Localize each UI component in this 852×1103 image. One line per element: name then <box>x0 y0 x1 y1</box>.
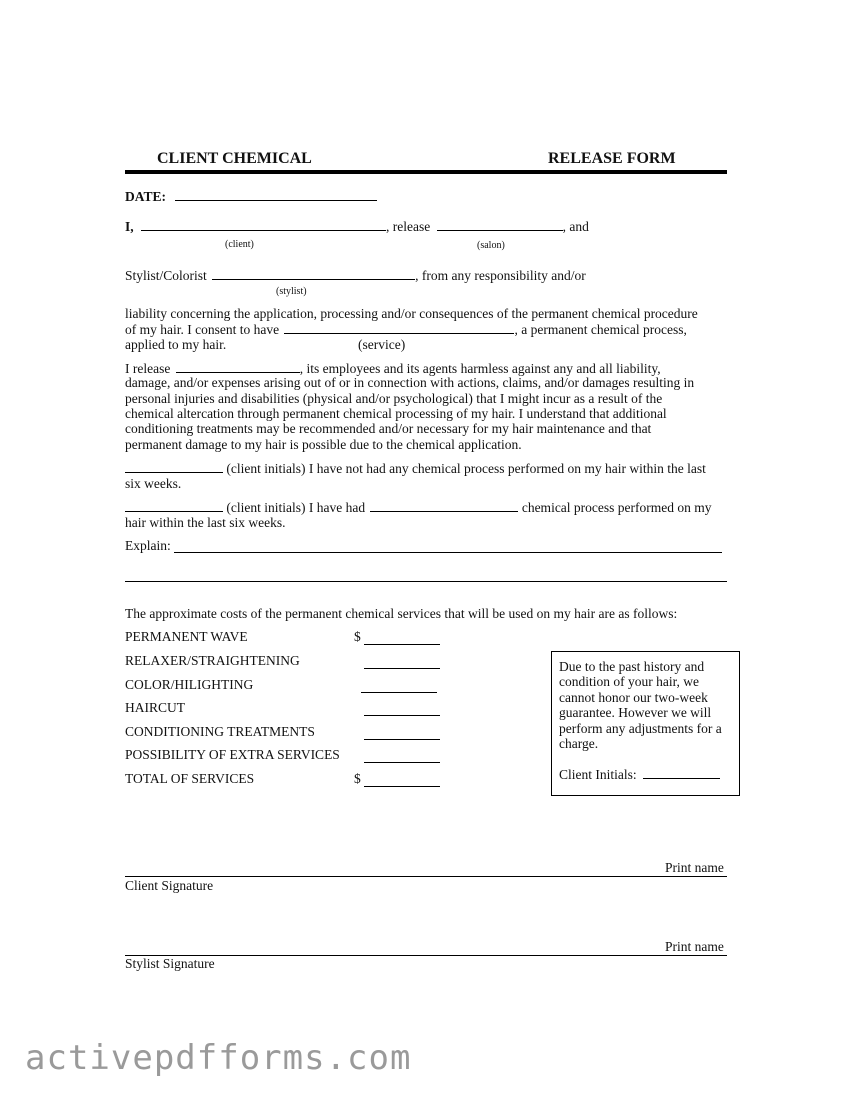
release-text: , release <box>386 219 431 234</box>
cost-label: POSSIBILITY OF EXTRA SERVICES <box>125 747 340 762</box>
box-initials-label: Client Initials: <box>559 767 637 782</box>
cost-row-relaxer <box>125 653 300 669</box>
client-signature-line[interactable] <box>125 876 727 877</box>
initials2-text: (client initials) I have had <box>226 500 366 515</box>
cost-label: TOTAL OF SERVICES <box>125 771 255 786</box>
stylist-row <box>125 267 586 284</box>
salon-caption: (salon) <box>477 240 505 251</box>
explain-label: Explain: <box>125 538 171 553</box>
date-label: DATE: <box>125 189 167 204</box>
para2-line3: personal injuries and disabilities (physical and/or psychological) that I might incur as a result of the <box>125 391 663 406</box>
cost-row-haircut <box>125 700 185 716</box>
para2-line6: permanent damage to my hair is possible due to the chemical application. <box>125 437 522 452</box>
cost-field-relaxer[interactable] <box>364 668 440 669</box>
client-signature-label: Client Signature <box>125 878 214 893</box>
cost-row-permanent-wave <box>125 629 248 645</box>
box-initials-field[interactable] <box>643 766 720 779</box>
title-rule <box>125 170 727 174</box>
stylist-name-field[interactable] <box>212 267 415 280</box>
salon-name-field[interactable] <box>437 218 563 231</box>
cost-label: COLOR/HILIGHTING <box>125 677 254 692</box>
cost-label: CONDITIONING TREATMENTS <box>125 724 315 739</box>
stylist-print-name-label: Print name <box>665 939 724 954</box>
initials1-line2: six weeks. <box>125 476 182 491</box>
costs-intro: The approximate costs of the permanent chemical services that will be used on my hair are as follows: <box>125 606 678 621</box>
cost-row-conditioning <box>125 724 315 740</box>
service-field[interactable] <box>284 321 514 334</box>
stylist-label: Stylist/Colorist <box>125 268 207 283</box>
watermark-text: activepdfforms.com <box>25 1038 412 1078</box>
initials2-line2: hair within the last six weeks. <box>125 515 286 530</box>
cost-row-total <box>125 771 254 787</box>
service-caption: (service) <box>358 337 406 352</box>
cost-currency: $ <box>354 629 361 644</box>
release-row <box>125 218 589 235</box>
initials2-line1 <box>125 499 712 516</box>
cost-field-extra[interactable] <box>364 762 440 763</box>
chemical-process-field[interactable] <box>370 499 518 512</box>
stylist-signature-label: Stylist Signature <box>125 956 215 971</box>
box-initials-row <box>559 766 720 783</box>
stylist-tail: , from any responsibility and/or <box>415 268 586 283</box>
para2-line4: chemical altercation through permanent chemical processing of my hair. I understand that additional <box>125 406 667 421</box>
cost-field-permanent-wave[interactable] <box>364 644 440 645</box>
and-text: , and <box>562 219 589 234</box>
consent-tail: , a permanent chemical process, <box>514 322 687 337</box>
stylist-caption: (stylist) <box>276 286 307 297</box>
para1-line1: liability concerning the application, processing and/or consequences of the permanent chemical procedure <box>125 306 698 321</box>
para1-line2 <box>125 321 687 338</box>
stylist-signature-line[interactable] <box>125 955 727 956</box>
para2-line5: conditioning treatments may be recommended and/or necessary for my hair maintenance and that <box>125 421 652 436</box>
form-title-left: CLIENT CHEMICAL <box>157 150 312 167</box>
release-lead: I release <box>125 361 171 376</box>
guarantee-notice-text: Due to the past history and condition of your hair, we cannot honor our two-week guarantee. However we will perform any adjustments for a charge. <box>559 659 722 752</box>
initials2-field[interactable] <box>125 499 223 512</box>
para1-line3: applied to my hair. <box>125 337 227 352</box>
explain-field-2[interactable] <box>125 581 727 582</box>
initials2-tail: chemical process performed on my <box>521 500 712 515</box>
explain-field-1[interactable] <box>174 552 722 553</box>
cost-field-color[interactable] <box>361 692 437 693</box>
cost-field-haircut[interactable] <box>364 715 440 716</box>
cost-field-conditioning[interactable] <box>364 739 440 740</box>
i-label: I, <box>125 219 134 234</box>
cost-field-total[interactable] <box>364 786 440 787</box>
cost-row-color <box>125 677 253 693</box>
para2-line2: damage, and/or expenses arising out of or in connection with actions, claims, and/or damages resulting in <box>125 375 695 390</box>
cost-label: RELAXER/STRAIGHTENING <box>125 653 300 668</box>
cost-label: HAIRCUT <box>125 700 185 715</box>
total-currency: $ <box>354 771 361 786</box>
consent-text: of my hair. I consent to have <box>125 322 280 337</box>
initials1-field[interactable] <box>125 460 223 473</box>
initials1-text: (client initials) I have not had any chemical process performed on my hair within the last <box>226 461 706 476</box>
client-name-field[interactable] <box>141 218 386 231</box>
client-print-name-label: Print name <box>665 860 724 875</box>
release-tail: , its employees and its agents harmless against any and all liability, <box>299 361 661 376</box>
cost-label: PERMANENT WAVE <box>125 629 248 644</box>
client-caption: (client) <box>225 239 254 250</box>
initials1-line1 <box>125 460 706 477</box>
date-row <box>125 188 377 205</box>
form-title-right: RELEASE FORM <box>548 150 676 167</box>
date-field[interactable] <box>175 188 377 201</box>
salon-release-field[interactable] <box>176 360 300 373</box>
cost-row-extra <box>125 747 340 763</box>
guarantee-notice-box <box>551 651 740 796</box>
